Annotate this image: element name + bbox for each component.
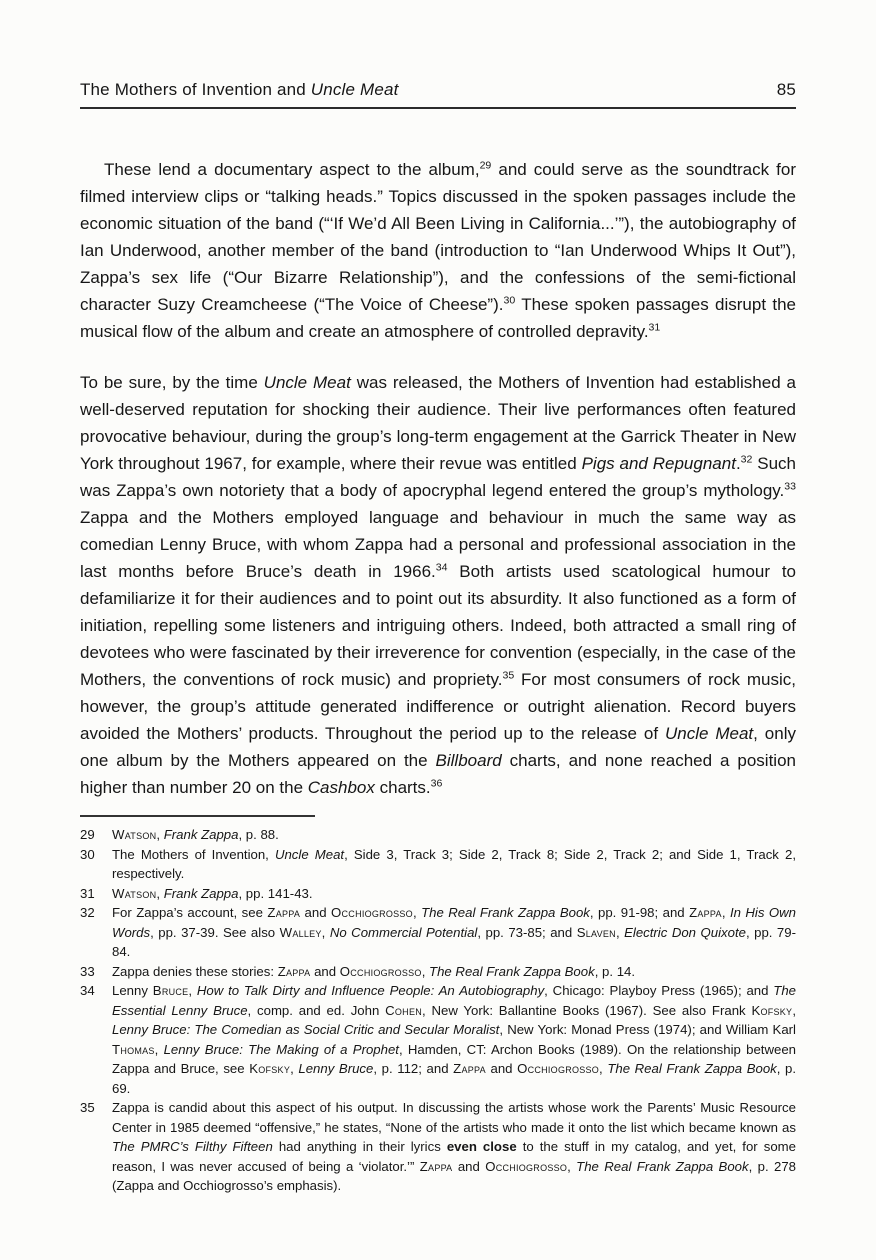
text-run: had anything in their lyrics <box>272 1139 447 1154</box>
footnote-item <box>80 981 796 1098</box>
text-run: Watson <box>112 827 157 842</box>
text-run: These lend a documentary aspect to the album, <box>104 160 480 179</box>
text-run: Cashbox <box>307 778 375 797</box>
text-run: and <box>485 1061 518 1076</box>
footnote-item <box>80 845 796 884</box>
footnote-text <box>112 1098 796 1196</box>
footnote-number: 33 <box>80 963 95 979</box>
text-run: , p. 14. <box>594 963 636 979</box>
footnote-text <box>112 845 796 884</box>
text-run: , Hamden, CT: Archon Books (1989). On the relationship between Zappa and Bruce, see <box>112 1041 796 1076</box>
text-run: Lenny Bruce <box>298 1061 374 1076</box>
footnote-item <box>80 903 796 962</box>
text-run: The Real Frank Zappa Book <box>429 963 595 979</box>
footnote-marker: 33 <box>784 480 796 493</box>
footnote-number: 29 <box>80 827 95 842</box>
chapter-title <box>80 80 398 100</box>
text-run: The Mothers of Invention, <box>112 846 275 862</box>
footnote-number: 35 <box>80 1100 95 1115</box>
text-run: , <box>156 885 164 901</box>
footnotes-section <box>80 825 796 1196</box>
text-run: Bruce <box>152 983 189 998</box>
text-run: Zappa <box>419 1158 453 1174</box>
text-run: , <box>321 924 330 940</box>
text-run: Occhiogrosso <box>485 1158 568 1174</box>
text-run: , p. 278 (Zappa and Occhiogrosso’s emphasis). <box>112 1158 797 1193</box>
text-run: , <box>156 827 164 842</box>
text-run: Zappa and the Mothers employed language and behaviour in much the same way as comedian Lenny Bruce, with whom Zappa had a personal and professional association in the last months before Bruce’s death in 1966. <box>80 508 796 581</box>
text-run: Occhiogrosso <box>517 1061 600 1076</box>
footnote-item <box>80 825 796 845</box>
page-number: 85 <box>776 80 796 99</box>
footnote-text <box>112 825 796 845</box>
text-run: In His Own Words <box>112 905 796 940</box>
text-run: Frank Zappa <box>163 827 239 842</box>
text-run: Cohen <box>385 1002 422 1018</box>
footnote-number: 31 <box>80 885 95 901</box>
text-run: How to Talk Dirty and Influence People: An Autobiography <box>196 983 545 998</box>
footnote-item <box>80 1098 796 1196</box>
footnote-marker: 32 <box>740 453 753 466</box>
text-run: Kofsky <box>249 1061 291 1076</box>
text-run: No Commercial Potential <box>329 924 478 940</box>
text-run: Both artists used scatological humour to defamiliarize it for their audiences and to point out its absurdity. It also functioned as a form of initiation, repelling some listeners and intriguing others. Indeed, both attracted a small ring of devotees who were fascinated by their irreverence for convention (especially, in the case of the Mothers, the conventions of rock music) and propriety. <box>80 562 796 689</box>
paragraph <box>80 156 796 345</box>
text-run: , pp. 141-43. <box>238 885 313 901</box>
text-run: Uncle Meat <box>274 846 345 862</box>
text-run: These spoken passages disrupt the musical flow of the album and create an atmosphere of controlled depravity. <box>80 295 797 341</box>
text-run: Zappa denies these stories: <box>112 963 278 979</box>
chapter-title-plain: The Mothers of Invention and <box>80 80 311 99</box>
footnote-text <box>112 903 796 962</box>
text-run: , <box>615 924 625 940</box>
text-run: The Essential Lenny Bruce <box>112 983 797 1018</box>
footnote-text <box>112 962 796 982</box>
footnote-number: 34 <box>80 983 95 998</box>
text-run: Zappa <box>453 1061 486 1076</box>
text-run: Such was Zappa’s own notoriety that a body of apocryphal legend entered the group’s mythology. <box>80 454 796 500</box>
text-run: , <box>567 1158 577 1174</box>
footnote-text <box>112 884 796 904</box>
text-run: Occhiogrosso <box>339 963 422 979</box>
text-run: , Side 3, Track 3; Side 2, Track 8; Side 2, Track 2; and Side 1, Track 2, respectively. <box>112 846 796 881</box>
text-run: Billboard <box>435 751 502 770</box>
footnote-item <box>80 884 796 904</box>
footnote-marker: 29 <box>479 159 492 172</box>
text-run: Zappa <box>689 905 722 920</box>
text-run: The PMRC’s Filthy Fifteen <box>112 1139 273 1154</box>
page-body <box>80 156 796 801</box>
footnote-number: 32 <box>80 905 95 920</box>
text-run: , pp. 91-98; and <box>589 905 690 920</box>
text-run: Kofsky <box>751 1002 793 1018</box>
text-run: , p. 88. <box>238 827 279 842</box>
text-run: , pp. 37-39. See also <box>150 924 280 940</box>
text-run: Slaven <box>576 924 616 940</box>
text-run: Frank Zappa <box>163 885 239 901</box>
footnote-number: 30 <box>80 846 95 862</box>
text-run: . <box>735 454 741 473</box>
text-run: For Zappa’s account, see <box>112 905 268 920</box>
text-run: Electric Don Quixote <box>624 924 746 940</box>
text-run: Zappa is candid about this aspect of his output. In discussing the artists whose work the Parents’ Music Resource Center in 1985 deemed “offensive,” he states, “None of the artists who made it onto the list which became known as <box>112 1100 796 1135</box>
text-run: , <box>188 983 197 998</box>
text-run: charts. <box>374 778 431 797</box>
footnote-item <box>80 962 796 982</box>
text-run: , pp. 79-84. <box>112 924 796 959</box>
text-run: even close <box>446 1139 517 1154</box>
text-run: and could serve as the soundtrack for filmed interview clips or “talking heads.” Topics discussed in the spoken passages include the economic situation of the band (“‘If We’d All Been Living in California...’”), the autobiography of Ian Underwood, another member of the band (introduction to “Ian Underwood Whips It Out”), Zappa’s sex life (“Our Bizarre Relationship”), and the confessions of the semi-fictional character Suzy Creamcheese (“The Voice of Cheese”). <box>80 160 796 314</box>
text-run: charts, and none reached a position higher than number 20 on the <box>80 751 796 797</box>
text-run: Uncle Meat <box>664 724 754 743</box>
text-run: , p. 69. <box>112 1061 797 1096</box>
text-run: Watson <box>112 885 157 901</box>
text-run: Pigs and Repugnant <box>581 454 736 473</box>
header-rule <box>80 107 796 109</box>
running-header <box>80 80 796 100</box>
text-run: Uncle Meat <box>263 373 351 392</box>
text-run: , only one album by the Mothers appeared on the <box>80 724 796 770</box>
text-run: For most consumers of rock music, however, the group’s attitude generated indifference or outright alienation. Record buyers avoided the Mothers’ products. Throughout the period up to the release of <box>80 670 796 743</box>
footnote-text <box>112 981 796 1098</box>
text-run: Lenny <box>112 983 153 998</box>
text-run: Walley <box>279 924 322 940</box>
text-run: The Real Frank Zappa Book <box>576 1158 749 1174</box>
text-run: Zappa <box>277 963 311 979</box>
text-run: Thomas <box>112 1041 155 1057</box>
text-run: The Real Frank Zappa Book <box>421 905 590 920</box>
footnote-marker: 36 <box>430 777 443 790</box>
paragraph <box>80 369 796 801</box>
text-run: Zappa <box>267 905 301 920</box>
text-run: Lenny Bruce: The Comedian as Social Critic and Secular Moralist <box>112 1022 500 1037</box>
text-run: and <box>310 963 340 979</box>
text-run: To be sure, by the time <box>80 373 264 392</box>
text-run: , comp. and ed. John <box>247 1002 386 1018</box>
text-run: , <box>154 1041 164 1057</box>
text-run: , <box>421 963 430 979</box>
text-run: , <box>721 905 730 920</box>
text-run: , <box>599 1061 608 1076</box>
text-run: , New York: Monad Press (1974); and William Karl <box>499 1022 796 1037</box>
text-run: and <box>452 1158 486 1174</box>
text-run: , Chicago: Playboy Press (1965); and <box>544 983 774 998</box>
text-run: , <box>412 905 422 920</box>
text-run: Occhiogrosso <box>331 905 413 920</box>
text-run: , New York: Ballantine Books (1967). See also Frank <box>421 1002 752 1018</box>
text-run: and <box>300 905 332 920</box>
footnote-marker: 30 <box>503 294 516 307</box>
text-run: was released, the Mothers of Invention had established a well-deserved reputation for shocking their audience. Their live performances often featured provocative behaviour, during the group’s long-term engagement at the Garrick Theater in New York throughout 1967, for example, where their revue was entitled <box>80 373 796 473</box>
text-run: to the stuff in my catalog, and yet, for some reason, I was never accused of being a ‘violator.’” <box>112 1139 796 1174</box>
text-run: , p. 112; and <box>373 1061 454 1076</box>
footnote-marker: 35 <box>502 669 515 682</box>
footnote-rule <box>80 815 315 817</box>
footnote-marker: 31 <box>648 321 661 334</box>
text-run: , pp. 73-85; and <box>477 924 577 940</box>
chapter-title-italic: Uncle Meat <box>310 80 399 99</box>
footnote-marker: 34 <box>435 561 448 574</box>
text-run: The Real Frank Zappa Book <box>607 1061 777 1076</box>
text-run: , <box>290 1061 299 1076</box>
text-run: , <box>792 1002 796 1018</box>
text-run: Lenny Bruce: The Making of a Prophet <box>163 1041 399 1057</box>
